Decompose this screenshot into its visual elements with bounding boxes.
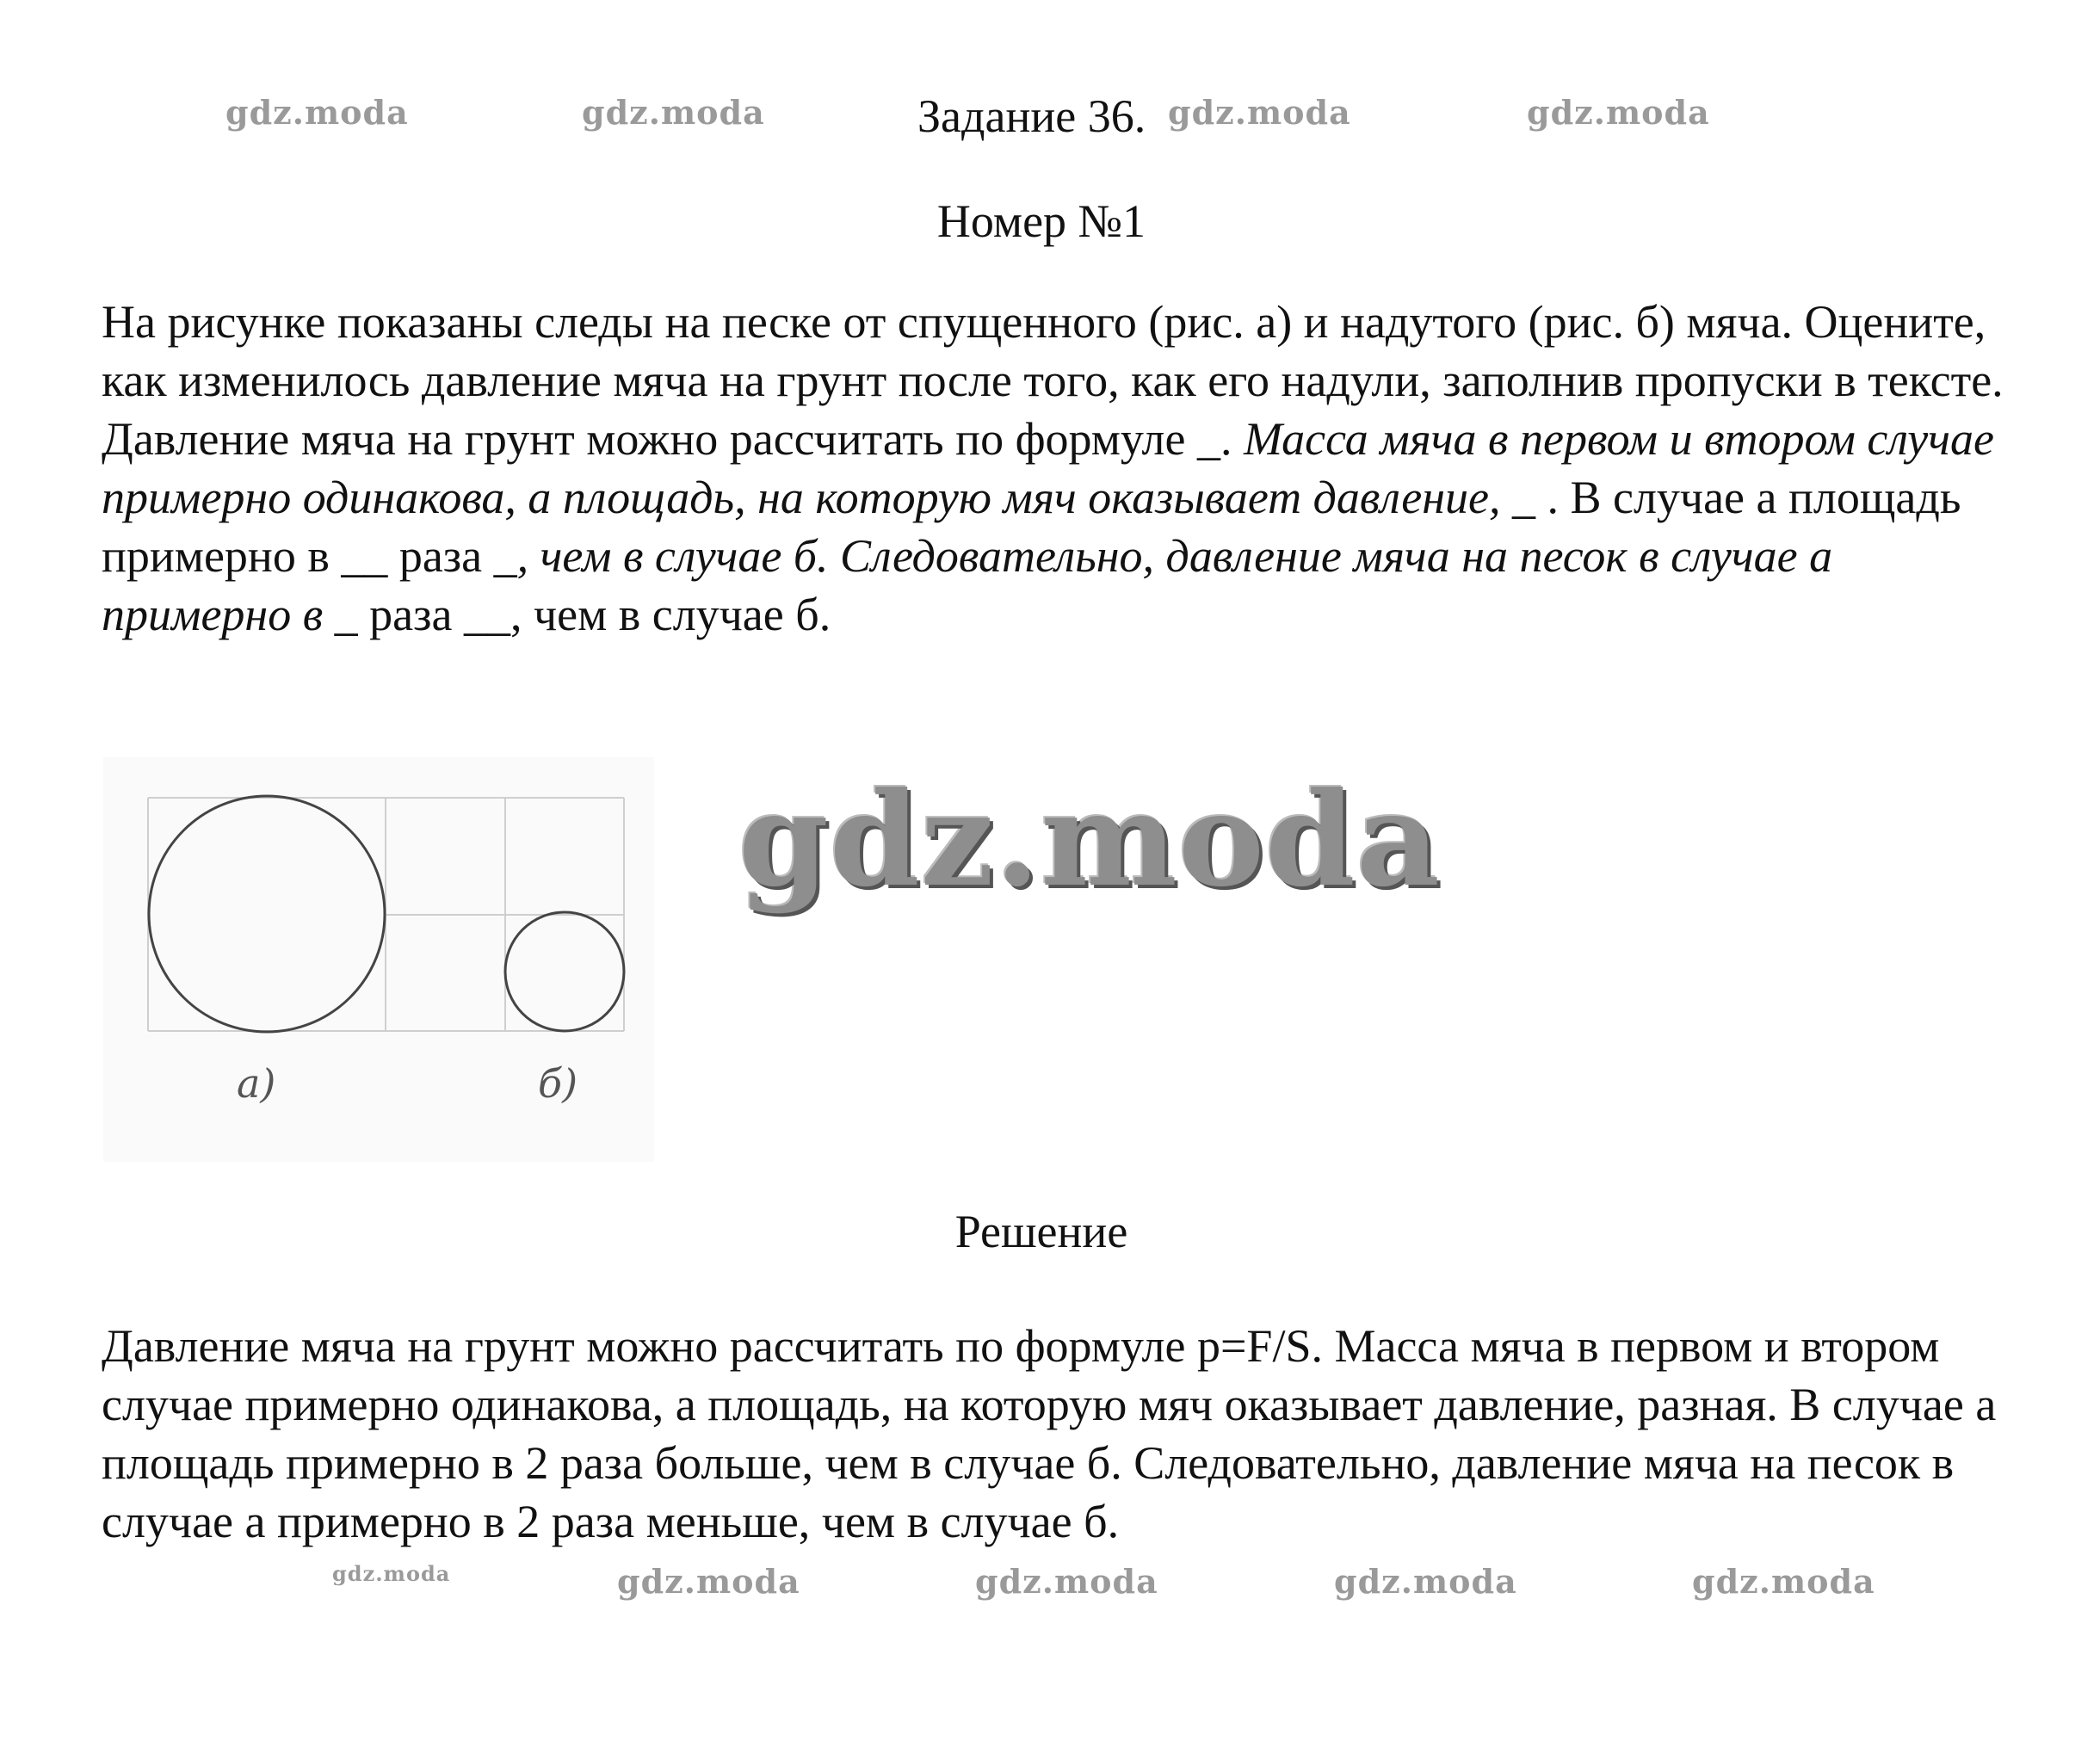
- watermark: gdz.moda: [1692, 1562, 1875, 1601]
- task-part-5: раза __, чем в случае б.: [369, 589, 831, 640]
- task-title: [917, 90, 1146, 143]
- solution-heading: Решение: [954, 1206, 1128, 1257]
- task-part-1: Давление мяча на грунт можно рассчитать по формуле _.: [102, 413, 1244, 465]
- watermark: gdz.moda: [582, 93, 765, 132]
- figure-label-b: б): [538, 1060, 578, 1107]
- trace-circle-large: [149, 796, 385, 1032]
- solution-text: [102, 1317, 2021, 1551]
- task-fill-in: [102, 410, 2021, 644]
- watermark: gdz.moda: [617, 1562, 800, 1601]
- task-intro: На рисунке показаны следы на песке от спущенного (рис. а) и надутого (рис. б) мяча. Оцените, как изменилось давление мяча на грунт после того, как его надули, заполнив пропуски в тексте.: [102, 296, 2004, 406]
- figure-drawing: [103, 757, 654, 1162]
- solution-body: Давление мяча на грунт можно рассчитать по формуле p=F/S. Масса мяча в первом и втором случае примерно одинакова, а площадь, на которую мяч оказывает давление, разная. В случае а площадь примерно в 2 раза больше, чем в случае б. Следовательно, давление мяча на песок в случае а примерно в 2 раза меньше, чем в случае б.: [102, 1320, 1997, 1547]
- watermark: gdz.moda: [975, 1562, 1158, 1601]
- watermark: gdz.moda: [225, 93, 409, 132]
- task-part-4: , чем в случае б. Следовательно, давление мяча на песок в случае а примерно в _: [102, 530, 1833, 640]
- task-part-3: . В случае а площадь примерно в __ раза _: [102, 472, 1961, 582]
- figure-ball-traces: [103, 757, 654, 1162]
- watermark: gdz.moda: [1334, 1562, 1517, 1601]
- trace-circle-small: [505, 912, 624, 1031]
- task-number: Номер №1: [936, 195, 1146, 247]
- figure-label-a: а): [237, 1060, 276, 1107]
- watermark: gdz.moda: [332, 1561, 451, 1586]
- watermark: gdz.moda: [1168, 93, 1351, 132]
- watermark-large: gdz.moda: [738, 764, 1442, 916]
- watermark: gdz.moda: [1527, 93, 1710, 132]
- task-text: [102, 293, 2021, 644]
- task-part-2: Масса мяча в первом и втором случае примерно одинакова, а площадь, на которую мяч оказывает давление, _: [102, 413, 1994, 523]
- task-title-text: Задание 36.: [917, 90, 1146, 142]
